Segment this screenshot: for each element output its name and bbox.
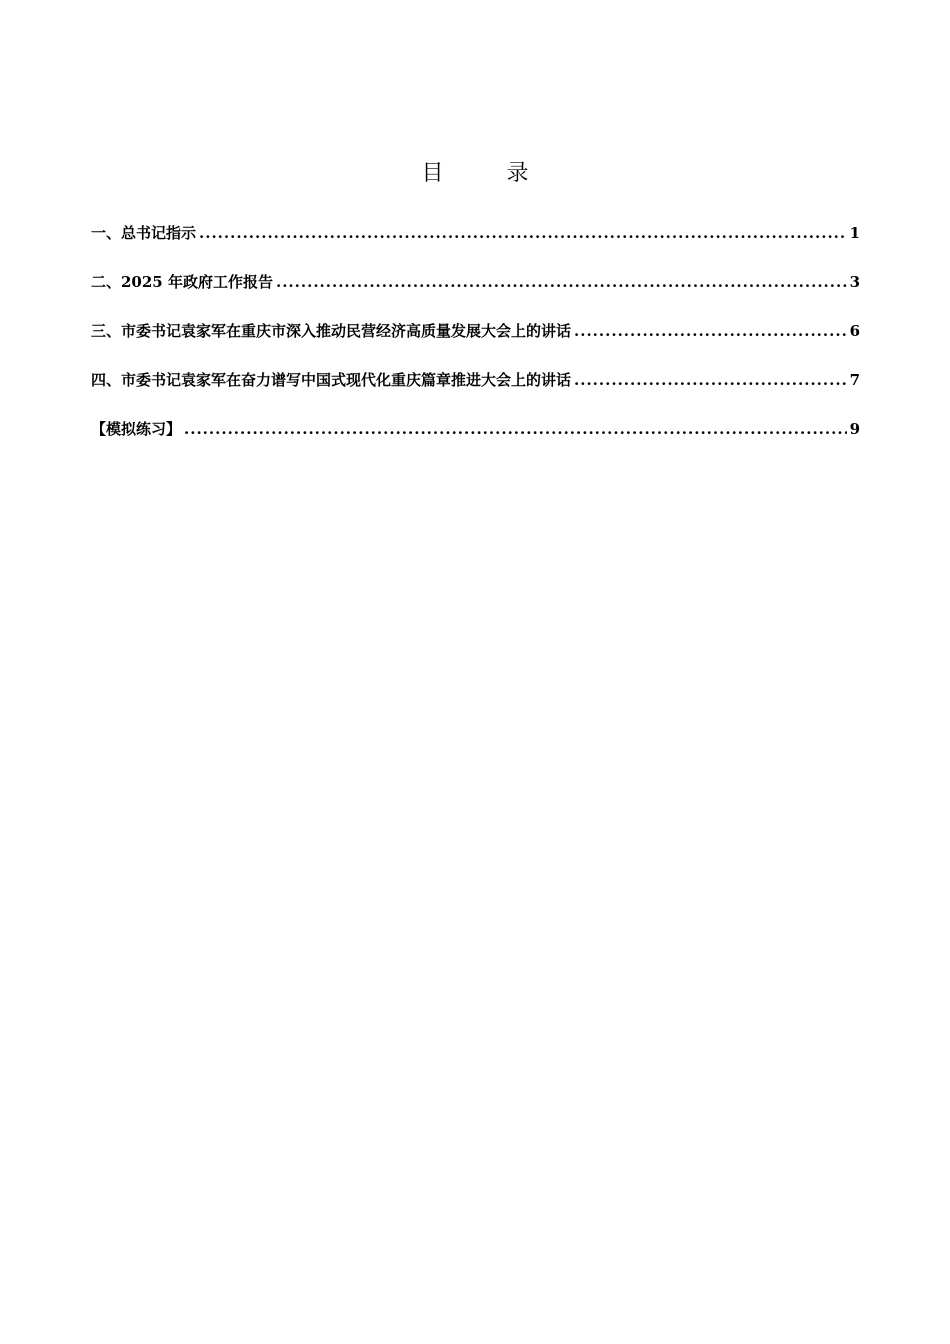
toc-dot-leader (276, 273, 847, 291)
toc-entry-label: 三、市委书记袁家军在重庆市深入推动民营经济高质量发展大会上的讲话 (91, 322, 572, 340)
toc-title: 目 录 (421, 161, 557, 186)
toc-dot-leader (574, 371, 847, 389)
toc-entry-label: 二、2025 年政府工作报告 (91, 273, 273, 291)
table-of-contents (91, 222, 860, 467)
toc-entry-page: 9 (849, 420, 860, 438)
toc-dot-leader (184, 420, 847, 438)
toc-entry-page: 7 (849, 371, 860, 389)
toc-entry-page: 6 (849, 322, 860, 340)
toc-entry-3[interactable] (91, 320, 860, 369)
toc-entry-label: 一、总书记指示 (91, 224, 197, 242)
toc-entry-5[interactable] (91, 418, 860, 467)
toc-entry-label: 四、市委书记袁家军在奋力谱写中国式现代化重庆篇章推进大会上的讲话 (91, 371, 572, 389)
toc-entry-page: 3 (849, 273, 860, 291)
toc-entry-label: 【模拟练习】 (91, 420, 182, 438)
toc-dot-leader (574, 322, 847, 340)
toc-dot-leader (199, 224, 847, 242)
toc-entry-2[interactable] (91, 271, 860, 320)
toc-entry-1[interactable] (91, 222, 860, 271)
toc-entry-page: 1 (849, 224, 860, 242)
toc-entry-4[interactable] (91, 369, 860, 418)
